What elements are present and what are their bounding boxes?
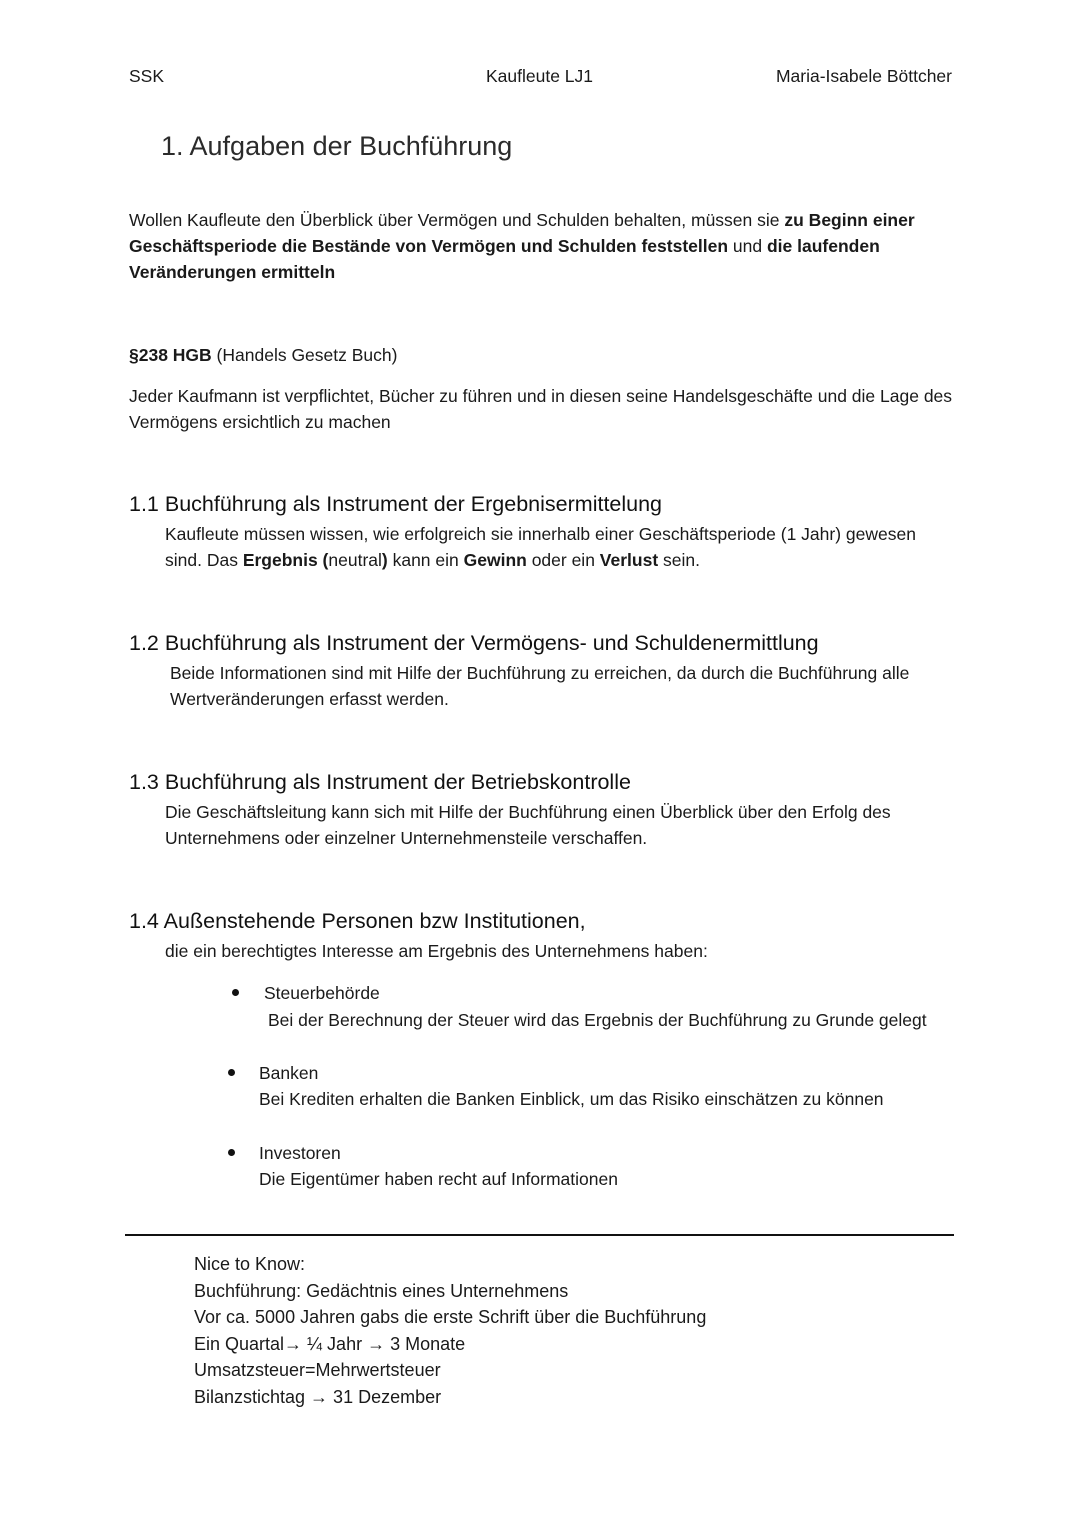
divider-line [125,1234,954,1236]
bullet-title: Banken [259,1063,319,1083]
section-1-1-heading: 1.1 Buchführung als Instrument der Ergebnisermittelung [129,492,663,516]
section-1-1-text [165,521,955,573]
nice-line: Vor ca. 5000 Jahren gabs die erste Schrift über die Buchführung [194,1307,707,1327]
intro-bold-1: zu Beginn einer Geschäftsperiode die Bestände von Vermögen und Schulden feststellen [129,210,915,256]
s11-bold-1: Ergebnis ( [242,550,329,570]
intro-paragraph [129,207,959,285]
intro-text-1: Wollen Kaufleute den Überblick über Vermögen und Schulden behalten, müssen sie [129,210,785,230]
section-1-4-text: die ein berechtigtes Interesse am Ergebnis des Unternehmens haben: [165,941,708,961]
bullet-dot [232,989,239,996]
header-right: Maria-Isabele Böttcher [775,66,952,86]
intro-bold-2: die laufenden Veränderungen ermitteln [129,236,880,282]
nice-to-know-box [194,1251,706,1410]
section-1-2-heading: 1.2 Buchführung als Instrument der Vermögens- und Schuldenermittlung [129,631,819,655]
section-1-3-text: Die Geschäftsleitung kann sich mit Hilfe der Buchführung einen Überblick über den Erfolg des Unternehmens oder einzelner Unternehmensteile verschaffen. [165,802,891,848]
bullet-desc: Bei der Berechnung der Steuer wird das Ergebnis der Buchführung zu Grunde gelegt [268,1010,927,1030]
s11-text-2: neutral [328,550,382,570]
s11-text-4: oder ein [526,550,600,570]
section-1-4-heading: 1.4 Außenstehende Personen bzw Institutionen, [129,909,586,933]
bullet-dot [228,1069,235,1076]
s11-text-1: Kaufleute müssen wissen, wie erfolgreich sie innerhalb einer Geschäftsperiode (1 Jahr) gewesen sind. Das [165,524,916,570]
header-center: Kaufleute LJ1 [486,66,594,86]
section-1-3-heading: 1.3 Buchführung als Instrument der Betriebskontrolle [129,770,631,794]
nice-line: Umsatzsteuer=Mehrwertsteuer [194,1360,441,1380]
s11-text-5: sein. [658,550,700,570]
s11-bold-3: Gewinn [463,550,527,570]
s11-bold-4: Verlust [599,550,659,570]
law-text: Jeder Kaufmann ist verpflichtet, Bücher zu führen und in diesen seine Handelsgeschäfte und die Lage des Vermögens ersichtlich zu machen [129,386,953,432]
section-1-2-text: Beide Informationen sind mit Hilfe der Buchführung zu erreichen, da durch die Buchführung alle Wertveränderungen erfasst werden. [170,663,910,709]
page-title: 1. Aufgaben der Buchführung [161,131,513,161]
nice-line: Buchführung: Gedächtnis eines Unternehmens [194,1280,569,1301]
bullet-title: Investoren [259,1143,341,1163]
header-left: SSK [129,66,165,86]
nice-line: Nice to Know: [194,1254,306,1274]
bullet-title: Steuerbehörde [264,983,380,1003]
bullet-dot [228,1149,235,1156]
law-rest: (Handels Gesetz Buch) [211,345,398,365]
nice-line: Ein Quartal→ ¼ Jahr → 3 Monate [194,1333,466,1354]
law-bold: §238 HGB [129,345,212,365]
law-heading [129,342,959,368]
intro-text-2: und [728,236,767,256]
nice-line: Bilanzstichtag → 31 Dezember [194,1386,442,1407]
bullet-desc: Die Eigentümer haben recht auf Informationen [259,1169,618,1189]
bullet-desc: Bei Krediten erhalten die Banken Einblick, um das Risiko einschätzen zu können [259,1089,884,1109]
s11-text-3: kann ein [387,550,464,570]
s11-bold-2: ) [381,550,388,570]
